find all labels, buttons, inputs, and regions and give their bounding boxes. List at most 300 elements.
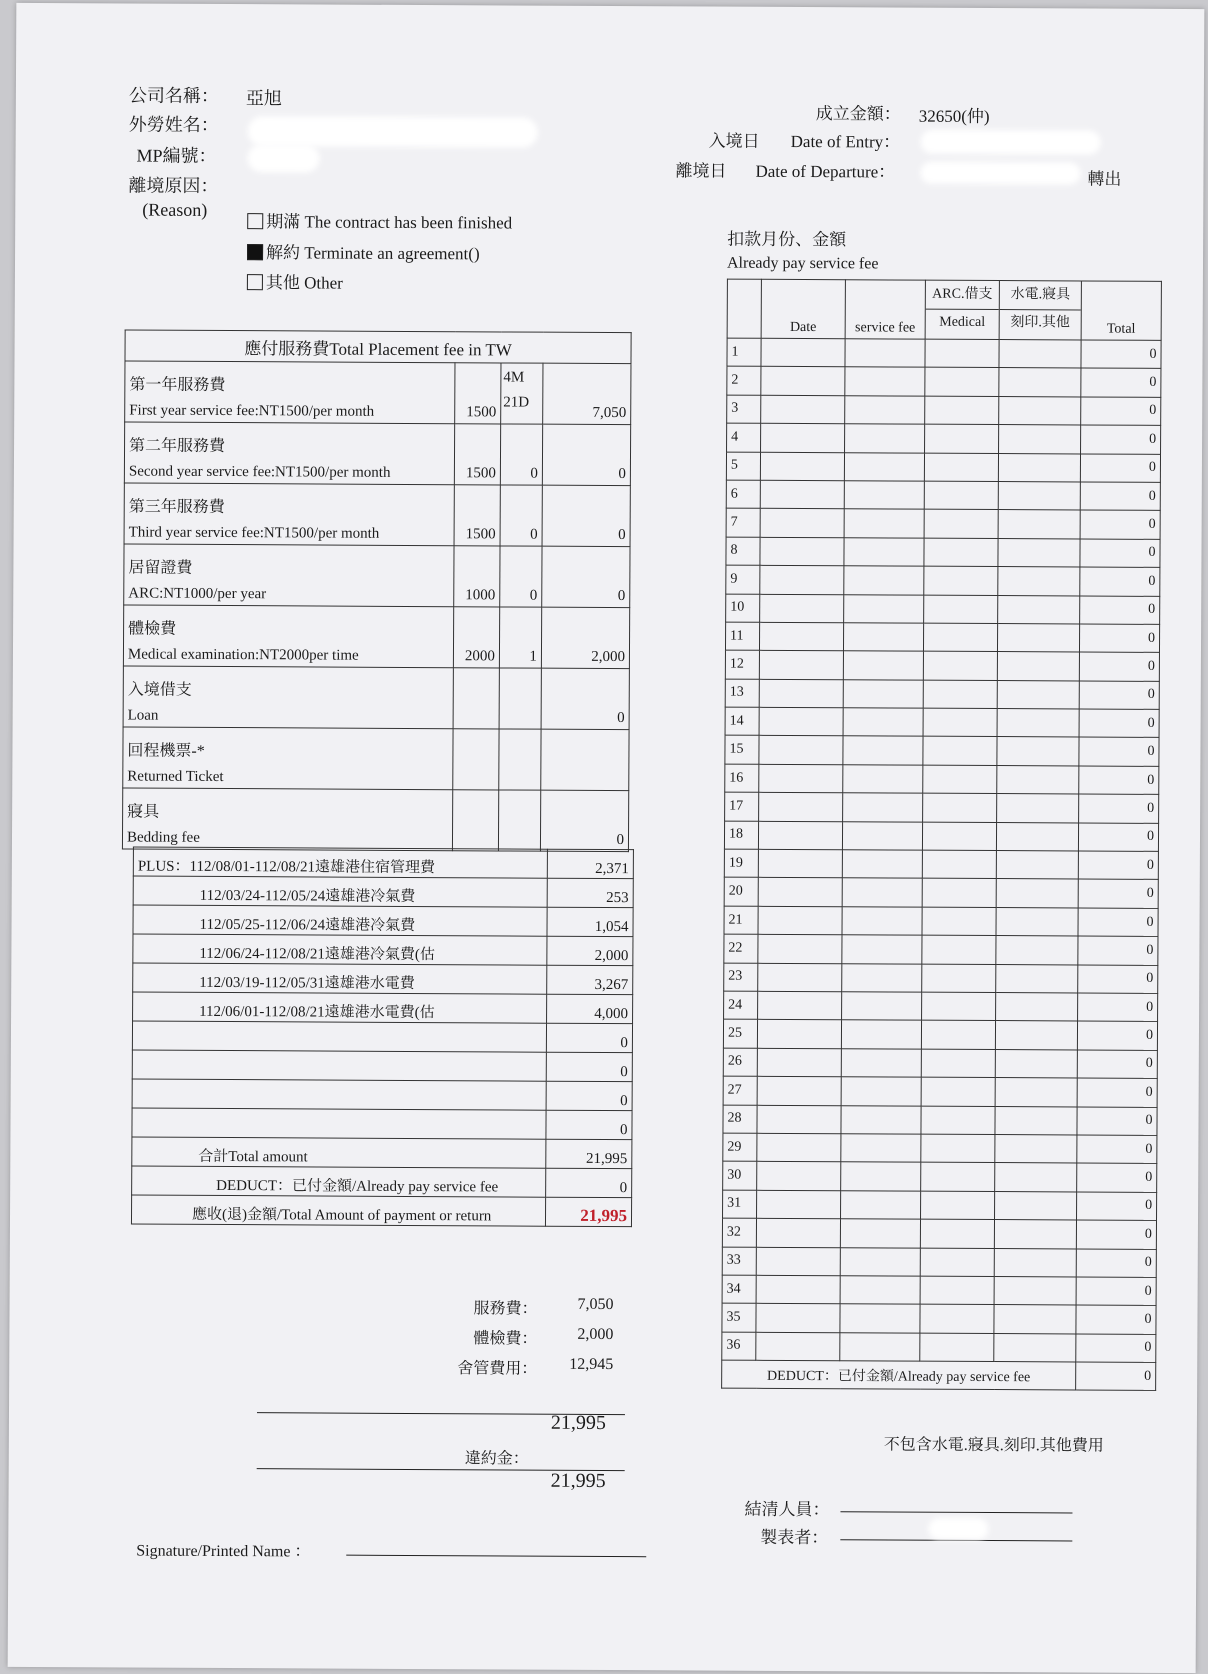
payments-row-service: [840, 1219, 920, 1248]
payments-row-arc: [921, 1191, 995, 1220]
payments-row-arc: [923, 708, 997, 737]
payments-row: [722, 1332, 1156, 1363]
payments-deduct-row: [722, 1360, 1156, 1391]
payments-row-number: 29: [723, 1133, 757, 1162]
payments-row-arc: [922, 822, 996, 851]
payments-row-arc: [924, 453, 998, 482]
payments-row-total: 0: [1077, 1163, 1157, 1192]
payments-row-utilities: [997, 623, 1079, 652]
summary-dorm-value: 12,945: [569, 1355, 614, 1374]
payments-row-date: [760, 565, 844, 594]
plus-row: 0: [132, 1021, 632, 1053]
payments-row-arc: [922, 935, 996, 964]
payments-row-arc: [925, 396, 999, 425]
payments-row-arc: [923, 623, 997, 652]
total-value: 21,995: [546, 1139, 632, 1168]
payments-row-utilities: [994, 1276, 1076, 1305]
payments-row-arc: [921, 1049, 995, 1078]
payments-row: [724, 849, 1158, 880]
payments-row-date: [758, 878, 842, 907]
payments-row: [725, 707, 1159, 738]
document-page: [8, 3, 1205, 1673]
payments-row-utilities: [995, 1191, 1077, 1220]
payments-row-total: 0: [1077, 1107, 1157, 1136]
payments-row-date: [760, 509, 844, 538]
payments-row-date: [759, 651, 843, 680]
payments-row-utilities: [996, 907, 1078, 936]
payments-row-arc: [921, 1162, 995, 1191]
payments-row-date: [760, 594, 844, 623]
payments-row-number: 24: [724, 991, 758, 1020]
payments-row: [724, 878, 1158, 909]
payments-row-arc: [925, 339, 999, 368]
reason-label-en: (Reason): [142, 199, 208, 220]
payments-row: [724, 906, 1158, 937]
placement-fee-table: [122, 329, 632, 852]
deduct-label: DEDUCT：已付金額/Already pay service fee: [132, 1166, 546, 1197]
payments-row-date: [761, 423, 845, 452]
payments-row-number: 34: [722, 1275, 756, 1304]
payments-row-total: 0: [1076, 1277, 1156, 1306]
payments-row: [722, 1303, 1156, 1334]
checkbox-finished: [247, 213, 263, 229]
payments-row-number: 12: [725, 650, 759, 679]
plus-row: 112/05/25-112/06/24遠雄港冷氣費 1,054: [133, 905, 633, 937]
payments-row-number: 30: [723, 1161, 757, 1190]
payments-row-number: 20: [724, 878, 758, 907]
payments-deduct-label: DEDUCT：已付金額/Already pay service fee: [722, 1360, 1076, 1390]
payments-row-service: [843, 793, 923, 822]
payments-row-total: 0: [1081, 340, 1161, 369]
payments-header-no: [727, 279, 761, 338]
payments-row: [722, 1275, 1156, 1306]
payments-row-date: [756, 1304, 840, 1333]
payments-row-date: [758, 991, 842, 1020]
reason-option-terminate: 解約 Terminate an agreement(): [247, 238, 480, 264]
payments-row-arc: [924, 538, 998, 567]
plus-row: 0: [132, 1108, 632, 1140]
fee-row-loan: 入境借支 Loan 0: [123, 666, 629, 730]
payments-row-utilities: [998, 510, 1080, 539]
payments-row-total: 0: [1080, 454, 1160, 483]
payments-row: [724, 991, 1158, 1022]
deduct-value: 0: [546, 1168, 632, 1197]
payments-row: [725, 792, 1159, 823]
settle-label: 結清人員：: [744, 1499, 830, 1520]
summary-medical-label: 體檢費：: [473, 1330, 538, 1348]
payments-row-utilities: [998, 538, 1080, 567]
plus-row: 0: [132, 1050, 632, 1082]
departure-label-zh: 離境日: [675, 161, 727, 181]
company-label: 公司名稱：: [128, 85, 219, 106]
checkbox-terminate: [247, 244, 263, 260]
summary-medical-value: 2,000: [577, 1325, 614, 1344]
plus-row: 0: [132, 1079, 632, 1111]
payments-row-service: [843, 736, 923, 765]
payments-row-arc: [921, 1021, 995, 1050]
payments-row-utilities: [998, 453, 1080, 482]
payments-row-utilities: [997, 794, 1079, 823]
payments-row-total: 0: [1079, 652, 1159, 681]
payments-row-utilities: [998, 595, 1080, 624]
payments-row-number: 14: [725, 707, 759, 736]
payments-row-utilities: [997, 709, 1079, 738]
payments-row-service: [843, 679, 923, 708]
payments-row-total: 0: [1080, 595, 1160, 624]
payments-row-service: [844, 452, 924, 481]
payments-row-number: 9: [726, 565, 760, 594]
payments-row: [723, 1161, 1157, 1192]
payments-row-number: 10: [726, 594, 760, 623]
payments-row-number: 32: [722, 1218, 756, 1247]
payments-row-utilities: [994, 1305, 1076, 1334]
payments-row-service: [843, 651, 923, 680]
plus-row: 112/06/24-112/08/21遠雄港冷氣費(估 2,000: [133, 934, 633, 966]
payments-row-total: 0: [1078, 879, 1158, 908]
payments-row-date: [757, 1133, 841, 1162]
payments-row-utilities: [996, 879, 1078, 908]
payments-row-service: [840, 1247, 920, 1276]
payments-row: [726, 452, 1160, 483]
payments-row-date: [756, 1332, 840, 1361]
payments-row-utilities: [996, 851, 1078, 880]
payments-row-arc: [921, 1106, 995, 1135]
payments-row-date: [756, 1247, 840, 1276]
payments-row-service: [842, 821, 922, 850]
payments-row: [726, 537, 1160, 568]
penalty-label: 違約金：: [464, 1450, 529, 1468]
payments-row-date: [759, 793, 843, 822]
payments-row-utilities: [998, 482, 1080, 511]
plus-row: PLUS：112/08/01-112/08/21遠雄港住宿管理費 2,371: [133, 847, 633, 879]
payments-row: [725, 764, 1159, 795]
payments-row-number: 3: [727, 395, 761, 424]
payments-row-total: 0: [1076, 1305, 1156, 1334]
payments-row-service: [843, 708, 923, 737]
payments-row-total: 0: [1078, 965, 1158, 994]
payments-deduct-value: 0: [1076, 1362, 1156, 1391]
payments-title-zh: 扣款月份、金額: [727, 229, 847, 250]
payments-row-total: 0: [1078, 993, 1158, 1022]
payments-title-en: Already pay service fee: [726, 254, 879, 273]
company-value: 亞旭: [245, 88, 282, 109]
deduct-row: [132, 1166, 632, 1198]
payments-row-utilities: [998, 567, 1080, 596]
payments-row-total: 0: [1077, 1135, 1157, 1164]
payments-row: [723, 1019, 1157, 1050]
payments-row-arc: [920, 1333, 994, 1362]
fee-row-first-year: 第一年服務費 First year service fee:NT1500/per month 1500 4M 21D 7,050: [125, 361, 631, 425]
payments-row: [724, 934, 1158, 965]
payments-row-number: 21: [724, 906, 758, 935]
payments-row-number: 23: [724, 963, 758, 992]
payments-row-date: [758, 906, 842, 935]
payments-row-service: [842, 850, 922, 879]
payments-row-date: [759, 679, 843, 708]
payments-row: [722, 1247, 1156, 1278]
payments-row-date: [757, 1162, 841, 1191]
payments-row-arc: [922, 879, 996, 908]
payment-value: 21,995: [545, 1197, 631, 1226]
payments-row-utilities: [996, 936, 1078, 965]
payments-row-date: [757, 1048, 841, 1077]
payments-row-number: 11: [725, 622, 759, 651]
payments-row-arc: [921, 1077, 995, 1106]
payments-row-number: 18: [724, 821, 758, 850]
checkbox-other: [247, 274, 263, 290]
payments-row-total: 0: [1077, 1078, 1157, 1107]
payments-row-number: 5: [726, 452, 760, 481]
payments-row-number: 2: [727, 367, 761, 396]
payments-row-service: [844, 509, 924, 538]
reason-option-finished: 期滿 The contract has been finished: [247, 207, 512, 233]
payments-row-utilities: [995, 1078, 1077, 1107]
payments-row-total: 0: [1080, 567, 1160, 596]
payments-row: [726, 480, 1160, 511]
entry-label-zh: 入境日: [708, 131, 760, 151]
payments-row-total: 0: [1079, 794, 1159, 823]
payments-row-arc: [923, 680, 997, 709]
fee-row-ticket: 回程機票-* Returned Ticket: [123, 727, 629, 791]
payments-row-number: 13: [725, 679, 759, 708]
payments-row-arc: [920, 1304, 994, 1333]
payments-row: [727, 395, 1161, 426]
payments-row-utilities: [997, 652, 1079, 681]
payments-row-total: 0: [1080, 482, 1160, 511]
payments-row-utilities: [997, 765, 1079, 794]
payments-row-utilities: [994, 1333, 1076, 1362]
payments-row-date: [758, 935, 842, 964]
payments-row-arc: [924, 481, 998, 510]
payments-row-utilities: [997, 680, 1079, 709]
payments-row-utilities: [999, 340, 1081, 369]
plus-row: 112/03/24-112/05/24遠雄港冷氣費 253: [133, 876, 633, 908]
payment-row: [131, 1195, 631, 1227]
payments-row-utilities: [996, 964, 1078, 993]
payments-row-total: 0: [1081, 425, 1161, 454]
payments-row-service: [843, 765, 923, 794]
payments-header-date: Date: [761, 279, 845, 338]
payments-row-number: 25: [723, 1019, 757, 1048]
payments-row-date: [759, 622, 843, 651]
payments-row-utilities: [995, 1163, 1077, 1192]
payments-row-number: 1: [727, 338, 761, 367]
payments-row-date: [760, 537, 844, 566]
payments-row-number: 19: [724, 849, 758, 878]
payments-row: [727, 338, 1161, 369]
fee-row-arc: 居留證費 ARC:NT1000/per year 1000 0 0: [124, 544, 630, 608]
payments-row-number: 31: [723, 1190, 757, 1219]
payments-row: [726, 594, 1160, 625]
summary-subtotal: 21,995: [550, 1411, 606, 1435]
entry-label-en: Date of Entry：: [790, 131, 901, 152]
payments-table: [721, 279, 1162, 1392]
fee-row-bedding: 寢具 Bedding fee 0: [122, 788, 628, 852]
payments-row-arc: [923, 737, 997, 766]
payments-row-service: [844, 537, 924, 566]
payments-row-number: 28: [723, 1105, 757, 1134]
signature-line[interactable]: [346, 1555, 646, 1558]
payments-row-total: 0: [1079, 766, 1159, 795]
summary-service-value: 7,050: [577, 1295, 614, 1314]
payments-row-arc: [925, 368, 999, 397]
signature-label: Signature/Printed Name ：: [136, 1542, 311, 1561]
payments-row-service: [842, 963, 922, 992]
payments-row-service: [842, 907, 922, 936]
payments-row-service: [841, 1049, 921, 1078]
summary-service-label: 服務費：: [473, 1300, 538, 1318]
payments-row: [725, 650, 1159, 681]
payments-row-service: [844, 566, 924, 595]
payments-row: [723, 1133, 1157, 1164]
payments-row-total: 0: [1080, 510, 1160, 539]
payments-row: [725, 736, 1159, 767]
payments-row-date: [758, 849, 842, 878]
redacted-entry-date: [921, 130, 1101, 155]
payments-row: [725, 622, 1159, 653]
payments-row-number: 26: [723, 1048, 757, 1077]
payments-row-arc: [922, 850, 996, 879]
payments-row-utilities: [999, 396, 1081, 425]
mp-number-label: MP編號：: [136, 145, 217, 166]
amount-value: 32650(仲): [918, 106, 990, 126]
settle-line[interactable]: [840, 1511, 1072, 1513]
payments-row-date: [759, 764, 843, 793]
payments-row-total: 0: [1077, 1021, 1157, 1050]
payments-row-utilities: [996, 822, 1078, 851]
payments-row-utilities: [994, 1248, 1076, 1277]
plus-row: 112/06/01-112/08/21遠雄港水電費(估 4,000: [133, 992, 633, 1024]
payments-row-utilities: [999, 368, 1081, 397]
payments-row-arc: [923, 765, 997, 794]
payments-row-utilities: [995, 1134, 1077, 1163]
payments-row-arc: [925, 424, 999, 453]
payments-row-service: [841, 1190, 921, 1219]
payments-row-service: [841, 1105, 921, 1134]
payments-row: [722, 1218, 1156, 1249]
payments-row-arc: [921, 1134, 995, 1163]
payments-row: [727, 367, 1161, 398]
payments-row-number: 27: [723, 1076, 757, 1105]
payments-row-service: [845, 339, 925, 368]
payments-row-date: [759, 707, 843, 736]
payments-row-total: 0: [1078, 908, 1158, 937]
payments-row: [724, 821, 1158, 852]
payments-row-service: [842, 878, 922, 907]
payments-row-service: [841, 1077, 921, 1106]
payments-row-arc: [920, 1276, 994, 1305]
payments-row: [726, 565, 1160, 596]
payments-row-service: [840, 1276, 920, 1305]
worker-name-label: 外勞姓名：: [128, 114, 219, 135]
payments-row-utilities: [999, 425, 1081, 454]
payments-row: [724, 963, 1158, 994]
payments-row-number: 22: [724, 934, 758, 963]
payments-row-number: 36: [722, 1332, 756, 1361]
redacted-departure-date: [920, 162, 1080, 185]
payments-row-service: [841, 1162, 921, 1191]
payments-row: [723, 1190, 1157, 1221]
reason-option-other: 其他 Other: [247, 268, 343, 294]
payments-row-number: 6: [726, 480, 760, 509]
redacted-worker-name: [248, 116, 538, 148]
payments-row-total: 0: [1081, 397, 1161, 426]
payments-note: 不包含水電.寢具.刻印.其他費用: [883, 1436, 1104, 1455]
payments-row-arc: [920, 1248, 994, 1277]
payments-row-total: 0: [1078, 936, 1158, 965]
payments-row: [725, 679, 1159, 710]
plus-items-table: [131, 847, 634, 1228]
payments-row-total: 0: [1077, 1050, 1157, 1079]
payments-row-arc: [924, 566, 998, 595]
payments-row-service: [845, 424, 925, 453]
payments-row-service: [840, 1304, 920, 1333]
payments-row-arc: [922, 992, 996, 1021]
redacted-mp-number: [247, 144, 319, 172]
payments-row-service: [845, 396, 925, 425]
payments-header-arc: ARC.借支 Medical: [925, 280, 999, 339]
payments-row-total: 0: [1081, 368, 1161, 397]
payments-row-date: [757, 1105, 841, 1134]
payments-row: [723, 1105, 1157, 1136]
payments-row-number: 15: [725, 736, 759, 765]
payments-row-total: 0: [1078, 823, 1158, 852]
maker-label: 製表者：: [760, 1527, 829, 1548]
payments-row-utilities: [995, 1049, 1077, 1078]
payments-row-service: [844, 594, 924, 623]
summary-dorm-label: 舍管費用：: [457, 1360, 538, 1378]
payments-row-number: 17: [725, 792, 759, 821]
payments-row-date: [759, 736, 843, 765]
payments-row-date: [761, 367, 845, 396]
payments-row-date: [760, 480, 844, 509]
payments-row-service: [842, 935, 922, 964]
payments-row-date: [756, 1275, 840, 1304]
payments-row-service: [845, 367, 925, 396]
payments-row-utilities: [994, 1220, 1076, 1249]
payments-header-utilities: 水電.寢具 刻印.其他: [999, 281, 1081, 340]
payments-row-arc: [920, 1219, 994, 1248]
payments-row-arc: [923, 793, 997, 822]
payments-row-date: [756, 1218, 840, 1247]
payments-row-total: 0: [1079, 624, 1159, 653]
payments-row-arc: [922, 907, 996, 936]
payments-row-total: 0: [1079, 737, 1159, 766]
payments-row-number: 16: [725, 764, 759, 793]
payment-label: 應收(退)金額/Total Amount of payment or return: [131, 1195, 545, 1226]
fee-row-medical: 體檢費 Medical examination:NT2000per time 2000 1 2,000: [123, 605, 629, 669]
payments-row-utilities: [997, 737, 1079, 766]
payments-row-number: 35: [722, 1303, 756, 1332]
payments-row-service: [840, 1332, 920, 1361]
payments-row-utilities: [996, 993, 1078, 1022]
payments-row-date: [758, 821, 842, 850]
total-label: 合計Total amount: [132, 1137, 546, 1168]
payments-row-total: 0: [1076, 1248, 1156, 1277]
payments-row-number: 33: [722, 1247, 756, 1276]
payments-row-number: 7: [726, 508, 760, 537]
payments-row-arc: [924, 595, 998, 624]
transfer-text: 轉出: [1087, 169, 1122, 189]
payments-row-date: [757, 1076, 841, 1105]
fee-row-second-year: 第二年服務費 Second year service fee:NT1500/per month 1500 0 0: [124, 422, 630, 486]
redacted-maker-name: [928, 1518, 988, 1540]
fee-row-third-year: 第三年服務費 Third year service fee:NT1500/per month 1500 0 0: [124, 483, 630, 547]
payments-header-total: Total: [1081, 281, 1161, 340]
amount-label: 成立金額：: [815, 104, 901, 124]
fee-table-title: 應付服務費Total Placement fee in TW: [125, 330, 631, 364]
payments-row-date: [761, 395, 845, 424]
